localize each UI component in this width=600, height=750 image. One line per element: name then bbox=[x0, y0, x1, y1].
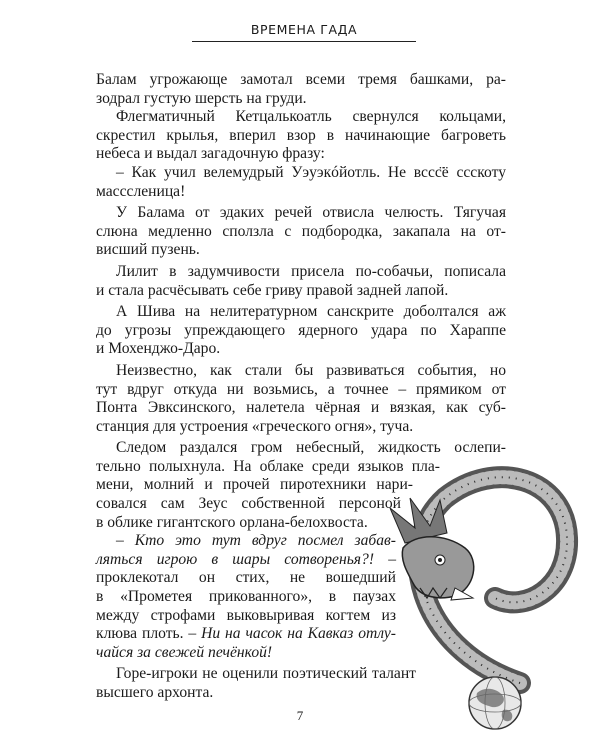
serpent-illustration bbox=[385, 448, 585, 738]
text-line: в облике гигантского орлана-белохвоста. bbox=[96, 513, 368, 531]
text-line: зодрал густую шерсть на груди. bbox=[96, 89, 307, 107]
running-header bbox=[192, 22, 416, 42]
text-line: ляться игрою в шары сотворенья?! – bbox=[96, 550, 396, 568]
text-line: станция для устроения «греческого огня», туча. bbox=[96, 417, 414, 435]
text-line: в «Прометея прикованного», в паузах bbox=[96, 588, 396, 606]
text-line: до угрозы упреждающего ядерного удара по Хараппе bbox=[96, 321, 506, 339]
text-line: между строфами выковыривая когтем из bbox=[96, 606, 396, 624]
text-line: тут вдруг откуда ни возьмись, а точнее – прямиком от bbox=[96, 380, 506, 398]
text-line: – Как учил велемудрый Уэуэкóйотль. Не вссс̈ё ссскоту bbox=[116, 163, 506, 181]
text-line: Понта Эвксинского, налетела чёрная и вязкая, как суб- bbox=[96, 399, 506, 417]
text-line: А Шива на нелитературном санскрите доболтался аж bbox=[116, 303, 506, 321]
text-line: – Кто это тут вдруг посмел забав- bbox=[116, 532, 396, 550]
text-line: совался сам Зеус собственной персоной bbox=[96, 495, 401, 513]
text-line: и Мохенджо-Даро. bbox=[96, 340, 221, 358]
text-fragment: клюва плоть. – bbox=[96, 625, 202, 643]
page-number: 7 bbox=[296, 708, 304, 723]
text-line: небеса и выдал загадочную фразу: bbox=[96, 145, 325, 163]
text-line: висший пузень. bbox=[96, 241, 200, 259]
header-title: ВРЕМЕНА ГАДА bbox=[192, 22, 416, 42]
text-line bbox=[96, 625, 396, 644]
text-line: Неизвестно, как стали бы развиваться события, но bbox=[116, 361, 506, 379]
text-line: масссленица! bbox=[96, 182, 186, 200]
text-fragment-italic: Ни на часок на Кавказ отлу- bbox=[201, 625, 396, 643]
text-line: мени, молний и прочей пиротехники нари- bbox=[96, 476, 413, 494]
text-line: Лилит в задумчивости присела по-собачьи, пописала bbox=[116, 262, 506, 280]
text-line: тельно полыхнула. На облаке среди языков пла- bbox=[96, 457, 440, 475]
text-line: У Балама от эдаких речей отвисла челюсть. Тягучая bbox=[116, 204, 506, 222]
text-line: и стала расчёсывать себе гриву правой задней лапой. bbox=[96, 281, 449, 299]
text-line: Флегматичный Кетцалькоатль свернулся кольцами, bbox=[116, 108, 506, 126]
text-line: Балам угрожающе замотал всеми тремя башками, ра- bbox=[96, 71, 506, 88]
text-line: Горе-игроки не оценили поэтический талант bbox=[116, 665, 416, 683]
text-line: высшего архонта. bbox=[96, 684, 214, 701]
text-line: скрестил крылья, вперил взор в начинающие багроветь bbox=[96, 126, 506, 144]
text-line: Следом раздался гром небесный, жидкость ослепи- bbox=[116, 439, 506, 457]
text-line: проклекотал он стих, не вошедший bbox=[96, 569, 396, 587]
text-line: чайся за свежей печёнкой! bbox=[96, 643, 273, 661]
text-line: слюна медленно сползла с подбородка, закапала на от- bbox=[96, 222, 506, 240]
